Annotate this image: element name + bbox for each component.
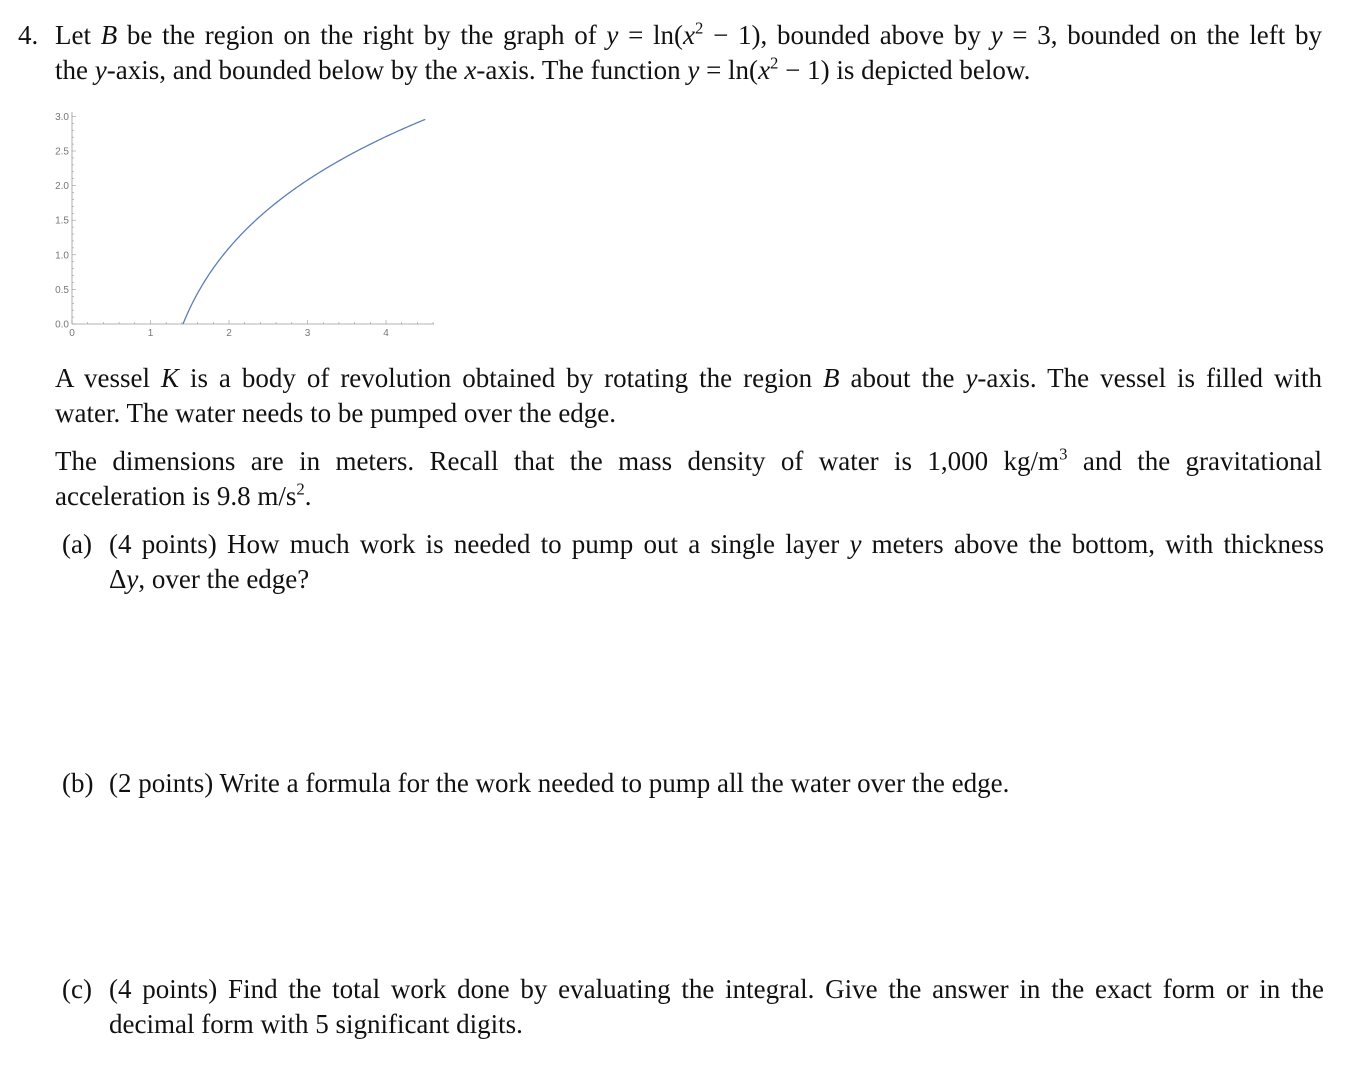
part-a (62, 527, 1324, 597)
question-line-1: Let B be the region on the right by the graph of $y = \ln(x^2 - 1)$, bounded above by y = 3, bounded on the left by (55, 18, 1322, 50)
y-tick-label: 1.5 (55, 215, 69, 227)
x-tick-label: 3 (304, 328, 311, 339)
y-tick-label: 2.0 (55, 181, 69, 193)
x-tick-label: 0 (69, 328, 75, 339)
part-a-line-2: Δy, over the edge? (109, 564, 310, 594)
part-c-line-2: decimal form with 5 significant digits. (109, 1009, 523, 1039)
part-c-line-1: (4 points) Find the total work done by evaluating the integral. Give the answer in the exact form or in the (109, 974, 1324, 1004)
chart-axes (72, 112, 434, 324)
part-a-text (109, 527, 1324, 597)
x-tick-label: 1 (147, 328, 154, 339)
x-tick-label: 2 (226, 328, 232, 339)
question-number: 4. (18, 20, 39, 50)
part-b-text (109, 766, 1324, 801)
vessel-line-2: water. The water needs to be pumped over the edge. (55, 398, 617, 428)
vessel-line-1: A vessel K is a body of revolution obtained by rotating the region B about the y-axis. The vessel is filled with (55, 363, 1322, 393)
y-tick-label: 2.5 (55, 146, 69, 158)
dimensions-paragraph (55, 444, 1322, 514)
part-a-label: (a) (62, 529, 92, 559)
dimensions-line-1: The dimensions are in meters. Recall that the mass density of water is 1,000 $kg/m^3$ and the gravitational (55, 444, 1323, 476)
part-c-label: (c) (62, 974, 92, 1004)
x-tick-label: 4 (383, 328, 389, 339)
function-curve (183, 119, 425, 324)
part-b (62, 766, 1324, 801)
question-statement (55, 18, 1322, 88)
question-line-2: the y-axis, and bounded below by the x-axis. The function $y = \ln(x^2 - 1)$ is depicted below. (55, 53, 1031, 85)
part-c-text (109, 972, 1324, 1042)
vessel-paragraph (55, 361, 1322, 431)
function-graph (48, 102, 448, 347)
part-a-line-1: (4 points) How much work is needed to pump out a single layer y meters above the bottom, with thickness (109, 529, 1324, 559)
y-tick-label: 0.0 (55, 319, 69, 331)
chart-ticks (55, 112, 433, 339)
part-b-label: (b) (62, 768, 94, 798)
part-b-line-1: (2 points) Write a formula for the work needed to pump all the water over the edge. (109, 768, 1010, 798)
part-c (62, 972, 1324, 1042)
y-tick-label: 1.0 (55, 250, 69, 262)
y-tick-label: 0.5 (55, 284, 69, 296)
dimensions-line-2: acceleration is 9.8 $m/s^2$. (55, 479, 312, 511)
y-tick-label: 3.0 (55, 111, 69, 123)
